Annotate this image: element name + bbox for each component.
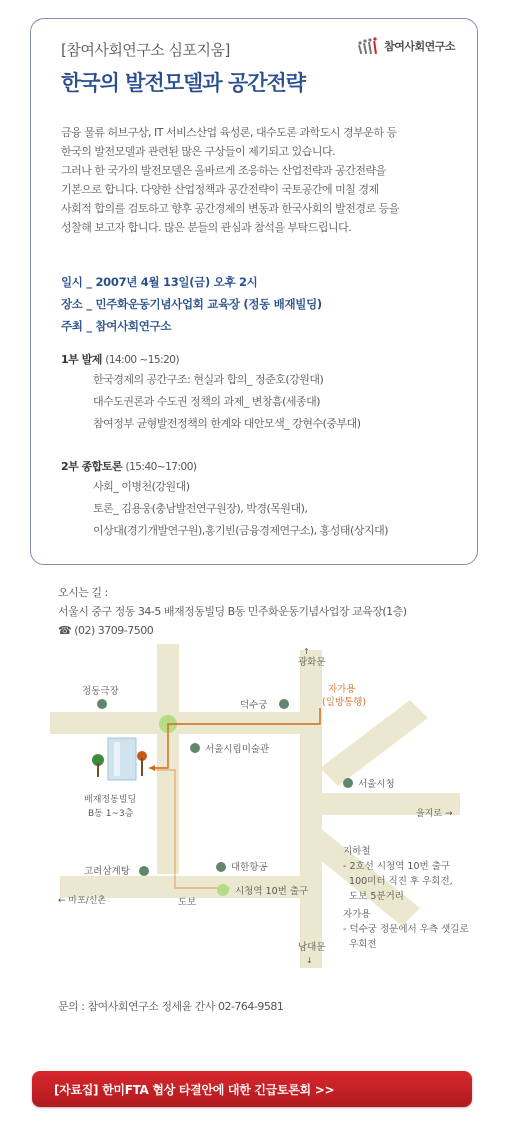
directions-address: 서울시 중구 정동 34-5 배재정동빌딩 B동 민주화운동기념사업장 교육장(1층) bbox=[58, 605, 407, 618]
map-note: 도보 5분거리 bbox=[343, 891, 404, 902]
intro-line: 사회적 합의를 검토하고 향후 공간경제의 변동과 한국사회의 발전경로 등을 bbox=[61, 202, 399, 215]
map-dot-jeongdong bbox=[97, 699, 107, 709]
event-card bbox=[30, 18, 478, 565]
intro-line: 기본으로 합니다. 다양한 산업정책과 공간전략이 국토공간에 미칠 경제 bbox=[61, 183, 379, 196]
intro-line: 한국의 발전모델과 관련된 많은 구상들이 제기되고 있습니다. bbox=[61, 145, 336, 158]
map-label-namdaemun: 남대문 bbox=[298, 942, 326, 953]
session-1-item: 대수도권론과 수도권 정책의 과제_ 변창흠(세종대) bbox=[93, 395, 321, 408]
map-label-korean-air: 대한항공 bbox=[231, 862, 268, 873]
map-road-vertical-right bbox=[300, 650, 322, 968]
session-1-title: 1부 발제 bbox=[61, 353, 102, 366]
map-arrow-down-icon: ↓ bbox=[306, 956, 313, 965]
map-route-arrow-icon bbox=[149, 765, 155, 771]
map-label-oneway: (일방통행) bbox=[322, 697, 367, 708]
logo-text: 참여사회연구소 bbox=[384, 40, 455, 53]
logo-people-icon bbox=[357, 37, 379, 55]
related-materials-button[interactable]: [자료집] 한미FTA 협상 타결안에 대한 긴급토론회 >> bbox=[32, 1071, 472, 1107]
intro-line: 그러나 한 국가의 발전모델은 올바르게 조응하는 산업전략과 공간전략을 bbox=[61, 164, 386, 177]
map-label-car: 자가용 bbox=[328, 684, 356, 695]
session-1-heading bbox=[61, 351, 361, 367]
map-road-diagonal bbox=[320, 700, 428, 786]
session-2-time: (15:40~17:00) bbox=[125, 461, 197, 473]
map-dot-museum bbox=[190, 743, 200, 753]
map-building bbox=[92, 738, 147, 780]
event-subtitle: [참여사회연구소 심포지움] bbox=[61, 41, 230, 59]
map-label-mapo: ← 마포/신촌 bbox=[58, 896, 107, 906]
event-host: 주최 _ 참여사회연구소 bbox=[61, 319, 172, 333]
map-label-jeongdong: 정동극장 bbox=[82, 686, 119, 697]
session-2-item: 사회_ 이병천(강원대) bbox=[93, 480, 190, 493]
map-note: 자가용 bbox=[343, 909, 371, 920]
session-1 bbox=[61, 351, 361, 435]
map-dot-korean-air bbox=[216, 862, 226, 872]
event-info bbox=[61, 271, 322, 337]
map-label-walk: 도보 bbox=[178, 897, 197, 908]
intro-text bbox=[61, 123, 467, 237]
session-1-item: 참여정부 균형발전정책의 한계와 대안모색_ 강현수(중부대) bbox=[93, 417, 361, 430]
map-note: - 덕수궁 정문에서 우측 샛길로 bbox=[343, 924, 469, 935]
event-place: 장소 _ 민주화운동기념사업회 교육장 (정동 배재빌딩) bbox=[61, 297, 322, 311]
directions-heading: 오시는 길 : bbox=[58, 586, 108, 599]
map-dot-deoksugung bbox=[279, 699, 289, 709]
session-2-item: 이상대(경기개발연구원),홍기빈(금융경제연구소), 홍성태(상지대) bbox=[93, 524, 389, 537]
map-label-building: 배재정동빌딩 bbox=[84, 795, 137, 805]
map-label-cityhall: 서울시청 bbox=[358, 779, 395, 790]
map-note: 100미터 직진 후 우회전, bbox=[343, 876, 453, 887]
session-2-title: 2부 종합토론 bbox=[61, 460, 123, 473]
session-2 bbox=[61, 458, 388, 542]
map-label-deoksugung: 덕수궁 bbox=[240, 700, 268, 711]
map-label-museum: 서울시립미술관 bbox=[205, 744, 270, 755]
map-dot-exit10 bbox=[217, 884, 229, 896]
organization-logo bbox=[357, 37, 455, 55]
directions-phone: ☎ (02) 3709-7500 bbox=[58, 624, 154, 637]
map-note: 우회전 bbox=[343, 939, 377, 950]
map-note: - 2호선 시청역 10번 출구 bbox=[343, 861, 451, 872]
intro-line: 금융 물류 허브구상, IT 서비스산업 육성론, 대수도론 과학도시 경부운하 등 bbox=[61, 126, 397, 139]
contact-info: 문의 : 참여사회연구소 정세윤 간사 02-764-9581 bbox=[58, 1000, 284, 1013]
directions bbox=[58, 583, 407, 640]
map-note: 지하철 bbox=[343, 846, 371, 857]
event-date: 일시 _ 2007년 4월 13일(금) 오후 2시 bbox=[61, 275, 258, 289]
session-2-item: 토론_ 김용웅(충남발전연구원장), 박경(목원대), bbox=[93, 502, 308, 515]
map-label-building-floor: B동 1~3층 bbox=[88, 809, 134, 819]
event-title: 한국의 발전모델과 공간전략 bbox=[61, 71, 306, 95]
session-1-time: (14:00 ~15:20) bbox=[105, 354, 180, 366]
map-label-gwanghwamun: 광화문 bbox=[298, 657, 326, 668]
map-arrow-up-icon: ↑ bbox=[303, 647, 310, 656]
map-label-euljiro: 을지로 → bbox=[416, 809, 453, 819]
session-2-heading bbox=[61, 458, 388, 474]
map-dot-gorye bbox=[139, 866, 149, 876]
intro-line: 성찰해 보고자 합니다. 많은 분들의 관심과 참석을 부탁드립니다. bbox=[61, 221, 352, 234]
location-map bbox=[50, 638, 500, 978]
map-dot-cityhall bbox=[343, 778, 353, 788]
map-label-gorye: 고려삼계탕 bbox=[84, 866, 130, 877]
map-label-exit10: 시청역 10번 출구 bbox=[235, 886, 309, 897]
session-1-item: 한국경제의 공간구조: 현실과 합의_ 정준호(강원대) bbox=[93, 373, 324, 386]
